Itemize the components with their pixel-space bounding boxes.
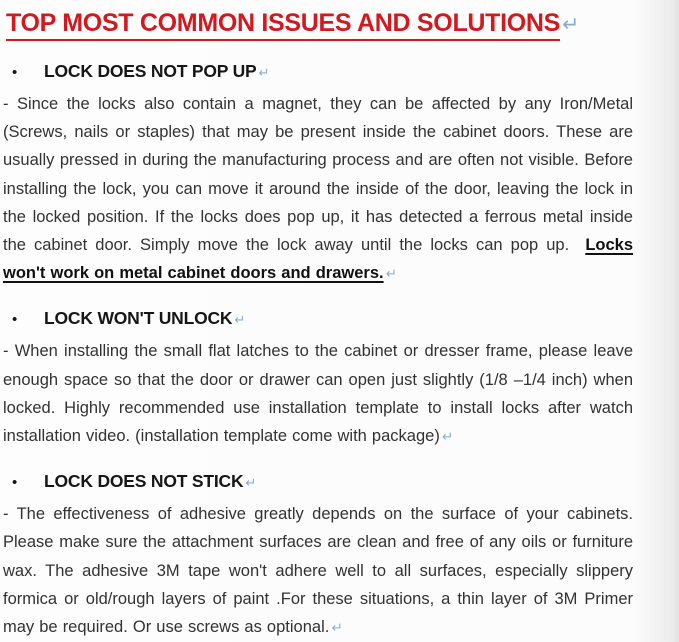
paragraph-mark-icon: ↵ <box>441 429 454 445</box>
section-body <box>3 337 633 451</box>
paragraph-mark-icon: ↵ <box>331 620 343 636</box>
body-text: - When installing the small flat latches to the cabinet or dresser frame, please leave enough space so that the door or drawer can open just slightly (1/8 –1/4 inch) when locked. Highly recommended use installation template to install locks after watch installation video. (installation template come with package) <box>3 342 633 446</box>
paragraph-mark-icon: ↵ <box>245 475 257 491</box>
paragraph-mark-icon: ↵ <box>258 65 270 80</box>
body-emphasis-text: Locks won't work on metal cabinet doors and drawers. <box>3 236 633 283</box>
bullet-icon: • <box>12 474 18 492</box>
section-heading-row <box>3 60 633 82</box>
paragraph-mark-icon: ↵ <box>234 312 246 328</box>
body-text: - The effectiveness of adhesive greatly depends on the surface of your cabinets. Please make sure the attachment surfaces are clean and free of any oils or furniture wax. The adhesive 3M tape won't adhere well to all surfaces, especially slippery formica or old/rough layers of paint .For these situations, a thin layer of 3M Primer may be required. Or use screws as optional. <box>3 505 633 637</box>
section-heading: LOCK DOES NOT STICK <box>44 471 244 492</box>
page-title-text: TOP MOST COMMON ISSUES AND SOLUTIONS <box>6 9 560 41</box>
section-lock-does-not-pop-up <box>3 60 633 288</box>
section-body <box>3 90 633 288</box>
bullet-icon: • <box>12 64 18 81</box>
bullet-icon: • <box>12 311 18 329</box>
section-heading-row <box>3 470 633 492</box>
section-heading-row <box>3 307 633 329</box>
section-heading: LOCK WON'T UNLOCK <box>44 308 233 329</box>
section-lock-wont-unlock <box>3 307 633 451</box>
page-title <box>6 7 633 41</box>
section-body <box>3 500 633 642</box>
section-heading: LOCK DOES NOT POP UP <box>44 61 257 81</box>
paragraph-mark-icon: ↵ <box>562 13 579 36</box>
paragraph-mark-icon: ↵ <box>385 266 397 282</box>
body-text: - Since the locks also contain a magnet, they can be affected by any Iron/Metal (Screws, nails or staples) that may be present inside the cabinet doors. These are usually pressed in during the manufacturing process and are often not visible. Before installing the lock, you can move it around the inside of the door, leaving the lock in the locked position. If the locks does pop up, it has detected a ferrous metal inside the cabinet door. Simply move the lock away until the locks can pop up. <box>3 95 633 255</box>
section-lock-does-not-stick <box>3 470 633 642</box>
